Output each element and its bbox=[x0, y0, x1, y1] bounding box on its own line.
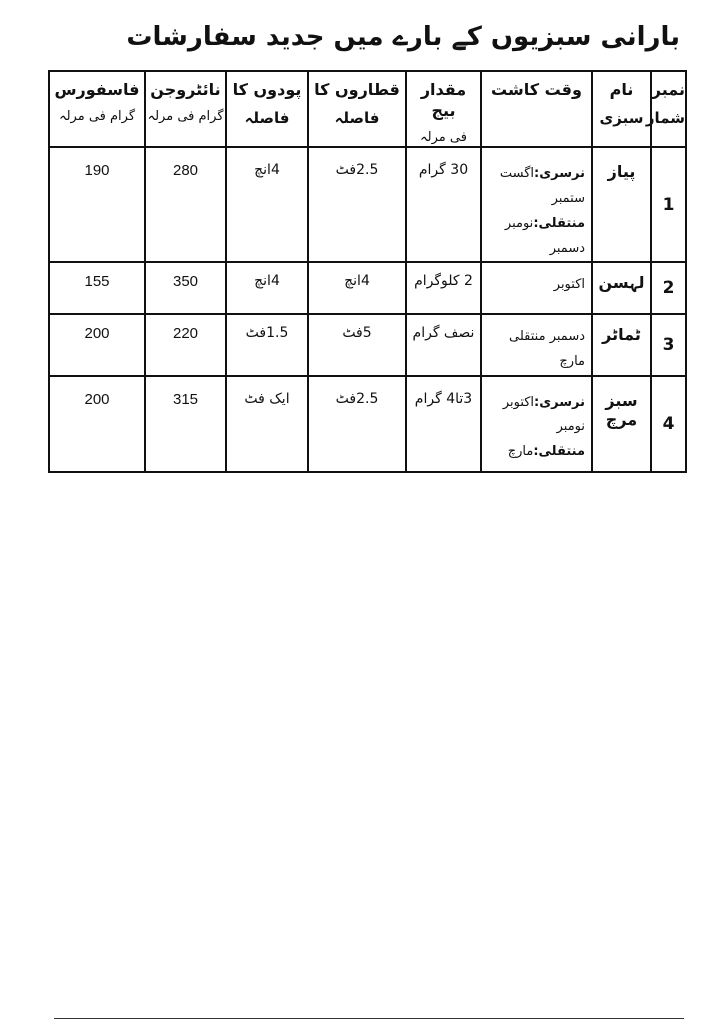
cell-plant-spacing: 4انچ bbox=[226, 262, 308, 314]
cell-sowing-time: نرسری:اگست ستمبر منتقلی:نومبر دسمبر bbox=[481, 147, 592, 262]
table-row bbox=[49, 314, 686, 375]
cell-vegetable-name: ٹماٹر bbox=[592, 314, 651, 375]
cell-nitrogen: 315 bbox=[145, 376, 226, 472]
cell-phosphorus: 155 bbox=[49, 262, 145, 314]
cell-plant-spacing: 1.5فٹ bbox=[226, 314, 308, 375]
header-nitrogen: نائٹروجن گرام فی مرلہ bbox=[145, 71, 226, 147]
header-plant-spacing: پودوں کا فاصلہ bbox=[226, 71, 308, 147]
header-phosphorus: فاسفورس گرام فی مرلہ bbox=[49, 71, 145, 147]
cell-phosphorus: 190 bbox=[49, 147, 145, 262]
cell-serial-number: 3 bbox=[651, 314, 686, 375]
cell-seed-quantity: 3تا4 گرام bbox=[406, 376, 481, 472]
table-row bbox=[49, 147, 686, 262]
cell-nitrogen: 350 bbox=[145, 262, 226, 314]
cell-sowing-time: دسمبر منتقلی مارچ bbox=[481, 314, 592, 375]
table-row bbox=[49, 262, 686, 314]
cell-serial-number: 1 bbox=[651, 147, 686, 262]
cell-sowing-time: نرسری:اکتوبر نومبر منتقلی:مارچ bbox=[481, 376, 592, 472]
cell-phosphorus: 200 bbox=[49, 314, 145, 375]
cell-seed-quantity: نصف گرام bbox=[406, 314, 481, 375]
cell-serial-number: 4 bbox=[651, 376, 686, 472]
cell-phosphorus: 200 bbox=[49, 376, 145, 472]
cell-nitrogen: 220 bbox=[145, 314, 226, 375]
header-row-spacing: قطاروں کا فاصلہ bbox=[308, 71, 406, 147]
cell-row-spacing: 4انچ bbox=[308, 262, 406, 314]
cell-vegetable-name: لہسن bbox=[592, 262, 651, 314]
cell-row-spacing: 2.5فٹ bbox=[308, 147, 406, 262]
header-serial-number: نمبر شمار bbox=[651, 71, 686, 147]
table-row bbox=[49, 376, 686, 472]
recommendations-table bbox=[48, 70, 687, 473]
cell-seed-quantity: 2 کلوگرام bbox=[406, 262, 481, 314]
cell-sowing-time: اکتوبر bbox=[481, 262, 592, 314]
header-seed-quantity: مقدار بیج فی مرلہ bbox=[406, 71, 481, 147]
cell-plant-spacing: 4انچ bbox=[226, 147, 308, 262]
cell-serial-number: 2 bbox=[651, 262, 686, 314]
recommendations-table-container bbox=[48, 70, 685, 473]
cell-seed-quantity: 30 گرام bbox=[406, 147, 481, 262]
cell-vegetable-name: سبز مرچ bbox=[592, 376, 651, 472]
page-title: بارانی سبزیوں کے بارے میں جدید سفارشات bbox=[126, 22, 680, 52]
cell-row-spacing: 2.5فٹ bbox=[308, 376, 406, 472]
bottom-divider bbox=[54, 1018, 684, 1019]
cell-row-spacing: 5فٹ bbox=[308, 314, 406, 375]
header-sowing-time: وقت کاشت bbox=[481, 71, 592, 147]
cell-plant-spacing: ایک فٹ bbox=[226, 376, 308, 472]
table-header-row bbox=[49, 71, 686, 147]
header-vegetable-name: نام سبزی bbox=[592, 71, 651, 147]
cell-vegetable-name: پیاز bbox=[592, 147, 651, 262]
cell-nitrogen: 280 bbox=[145, 147, 226, 262]
